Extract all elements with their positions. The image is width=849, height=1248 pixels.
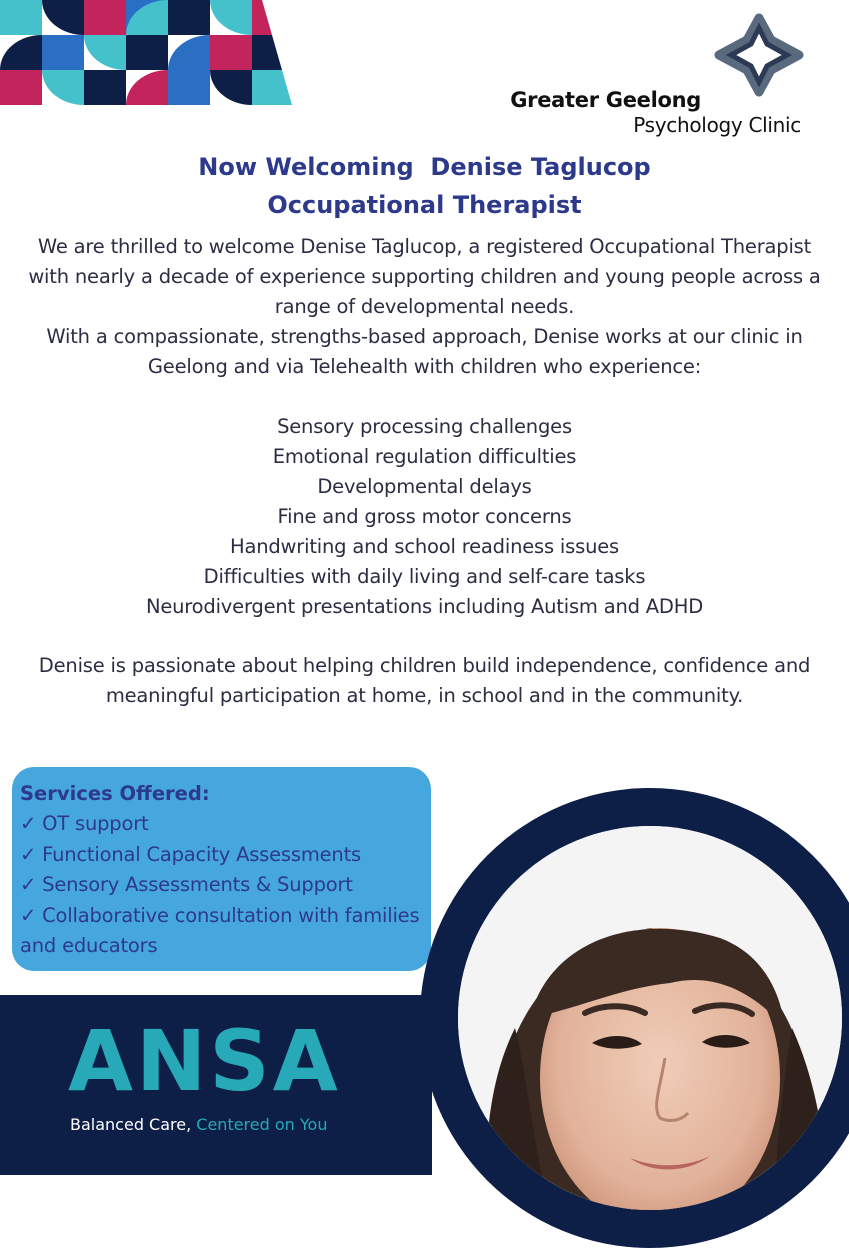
portrait-photo: [420, 788, 849, 1248]
intro-paragraph-2: With a compassionate, strengths-based approach, Denise works at our clinic in Geelong and via Telehealth with children who experience:: [46, 325, 803, 378]
services-box: [12, 767, 431, 971]
condition-item: Sensory processing challenges: [277, 415, 572, 438]
check-icon: ✓: [20, 812, 37, 835]
service-item: [20, 901, 425, 962]
tagline-plain: Balanced Care,: [70, 1115, 197, 1134]
service-item: [20, 840, 425, 871]
headline: [0, 148, 849, 224]
service-label: Sensory Assessments & Support: [42, 873, 353, 896]
headline-line1: Now Welcoming Denise Taglucop: [198, 153, 651, 181]
check-icon: ✓: [20, 873, 37, 896]
conditions-list: [0, 412, 849, 622]
clinic-name-line1: Greater Geelong: [510, 88, 701, 112]
decorative-corner-pattern: [0, 0, 300, 105]
intro-paragraph-1: We are thrilled to welcome Denise Taglucop, a registered Occupational Therapist with nearly a decade of experience supporting children and young people across a range of developmental needs.: [28, 235, 821, 318]
condition-item: Handwriting and school readiness issues: [230, 535, 619, 558]
intro-text: [20, 232, 829, 382]
service-label: Collaborative consultation with families and educators: [20, 903, 420, 957]
condition-item: Difficulties with daily living and self-care tasks: [203, 565, 646, 588]
check-icon: ✓: [20, 903, 37, 927]
service-label: Functional Capacity Assessments: [42, 842, 361, 866]
condition-item: Emotional regulation difficulties: [272, 445, 577, 468]
check-icon: ✓: [20, 842, 37, 866]
clinic-name-line2: Psychology Clinic: [633, 113, 801, 137]
service-item: [20, 870, 425, 901]
ansa-brand-panel: [0, 995, 432, 1175]
condition-item: Neurodivergent presentations including Autism and ADHD: [145, 595, 704, 618]
condition-item: Fine and gross motor concerns: [277, 505, 572, 528]
closing-paragraph: Denise is passionate about helping children build independence, confidence and meaningful participation at home, in school and in the community.: [38, 654, 811, 707]
clinic-logo: [509, 10, 809, 137]
ansa-logo-word: ANSA: [68, 1012, 341, 1110]
tagline-accent: Centered on You: [196, 1115, 328, 1134]
ansa-tagline: [70, 1115, 327, 1134]
services-list: [20, 809, 425, 962]
service-item: [20, 809, 425, 840]
headline-line2: Occupational Therapist: [267, 191, 582, 219]
service-label: OT support: [42, 812, 149, 835]
services-title: Services Offered:: [20, 782, 210, 805]
condition-item: Developmental delays: [317, 475, 532, 498]
puzzle-cross-icon: [709, 10, 809, 100]
